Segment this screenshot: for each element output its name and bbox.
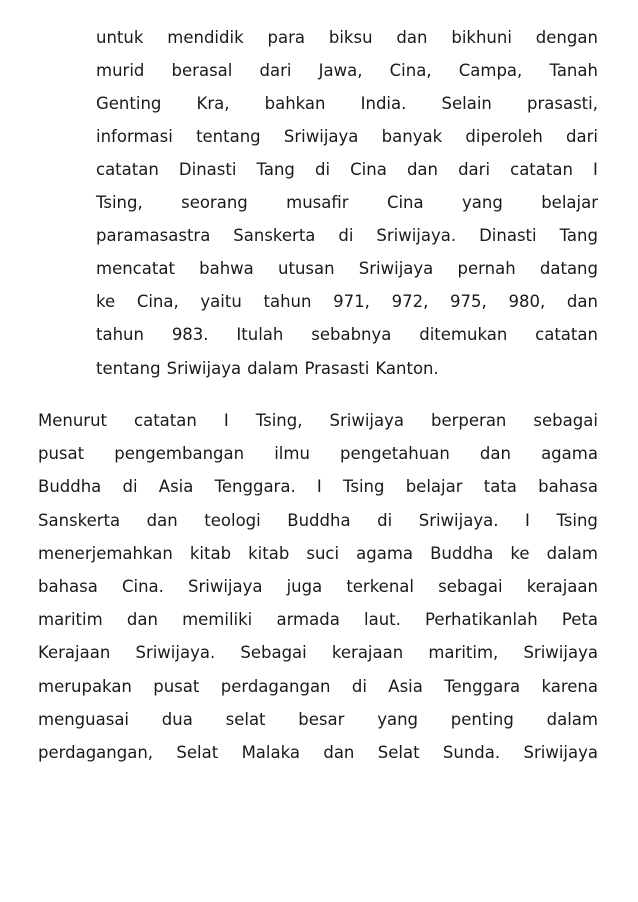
word: Sriwijaya. bbox=[135, 643, 216, 662]
word: Menurut bbox=[38, 411, 108, 430]
word: Jawa, bbox=[318, 61, 363, 80]
word: utusan bbox=[278, 259, 335, 278]
word: catatan bbox=[96, 160, 159, 179]
word: bikhuni bbox=[451, 28, 512, 47]
word: Sriwijaya bbox=[166, 359, 242, 378]
word: ditemukan bbox=[419, 325, 508, 344]
word: maritim, bbox=[428, 643, 499, 662]
word: sebagai bbox=[533, 411, 598, 430]
word: Tenggara. bbox=[214, 477, 296, 496]
word: dan bbox=[566, 292, 598, 311]
word: I bbox=[316, 477, 322, 496]
word: Sriwijaya bbox=[523, 643, 598, 662]
word: murid bbox=[96, 61, 145, 80]
word: Sriwijaya bbox=[187, 577, 263, 596]
word: datang bbox=[539, 259, 598, 278]
word: perdagangan, bbox=[38, 743, 154, 762]
word: dari bbox=[259, 61, 292, 80]
word: Buddha bbox=[287, 511, 351, 530]
word: Asia bbox=[388, 677, 423, 696]
word: catatan bbox=[134, 411, 197, 430]
word: pengetahuan bbox=[340, 444, 450, 463]
word: Kanton. bbox=[375, 359, 439, 378]
word: belajar bbox=[405, 477, 463, 496]
word: 975, bbox=[450, 292, 487, 311]
word: tentang bbox=[196, 127, 261, 146]
word: I bbox=[223, 411, 229, 430]
word: banyak bbox=[381, 127, 443, 146]
word: catatan bbox=[510, 160, 573, 179]
word: laut. bbox=[364, 610, 401, 629]
word: suci bbox=[306, 544, 340, 563]
text-line bbox=[38, 410, 598, 432]
word: Sriwijaya bbox=[523, 743, 598, 762]
word: Cina, bbox=[389, 61, 432, 80]
word: 971, bbox=[333, 292, 370, 311]
word: ke bbox=[96, 292, 116, 311]
word: dan bbox=[146, 511, 178, 530]
text-line bbox=[96, 60, 598, 82]
word: Malaka bbox=[241, 743, 300, 762]
word: Buddha bbox=[38, 477, 102, 496]
word: musafir bbox=[286, 193, 349, 212]
word: di bbox=[377, 511, 393, 530]
text-line bbox=[96, 159, 598, 181]
word: menguasai bbox=[38, 710, 130, 729]
word: Tang bbox=[559, 226, 598, 245]
word: Selat bbox=[377, 743, 420, 762]
text-line bbox=[38, 609, 598, 631]
word: Sebagai bbox=[240, 643, 307, 662]
word: diperoleh bbox=[465, 127, 543, 146]
word: teologi bbox=[204, 511, 261, 530]
word: dalam bbox=[546, 710, 598, 729]
word: perdagangan bbox=[220, 677, 331, 696]
word: Tanah bbox=[549, 61, 598, 80]
word: yang bbox=[462, 193, 503, 212]
word: bahasa bbox=[38, 577, 98, 596]
text-line bbox=[96, 126, 598, 148]
word: ilmu bbox=[274, 444, 310, 463]
word: dan bbox=[396, 28, 428, 47]
word: Kerajaan bbox=[38, 643, 111, 662]
word: sebagai bbox=[438, 577, 503, 596]
word: bahwa bbox=[199, 259, 254, 278]
word: mencatat bbox=[96, 259, 175, 278]
word: Peta bbox=[561, 610, 598, 629]
text-line bbox=[38, 443, 598, 465]
word: juga bbox=[286, 577, 323, 596]
word: dari bbox=[566, 127, 598, 146]
word: ke bbox=[510, 544, 530, 563]
word: para bbox=[267, 28, 305, 47]
word: dalam bbox=[247, 359, 299, 378]
word: Tsing bbox=[556, 511, 598, 530]
word: bahkan bbox=[264, 94, 326, 113]
word: penting bbox=[450, 710, 514, 729]
word: biksu bbox=[328, 28, 373, 47]
word: maritim bbox=[38, 610, 103, 629]
text-line bbox=[38, 676, 598, 698]
word: Kra, bbox=[196, 94, 230, 113]
word: I bbox=[525, 511, 530, 530]
word: yang bbox=[377, 710, 418, 729]
word: tahun bbox=[263, 292, 312, 311]
word: berasal bbox=[171, 61, 233, 80]
word: pusat bbox=[38, 444, 85, 463]
word: mendidik bbox=[167, 28, 244, 47]
word: dan bbox=[323, 743, 355, 762]
word: Tsing, bbox=[96, 193, 143, 212]
word: Tsing, bbox=[255, 411, 303, 430]
text-line bbox=[38, 510, 598, 532]
text-line bbox=[96, 358, 598, 380]
word: Sanskerta bbox=[233, 226, 316, 245]
word: dan bbox=[479, 444, 511, 463]
word: Sriwijaya bbox=[329, 411, 404, 430]
word: sebabnya bbox=[311, 325, 392, 344]
word: Sriwijaya. bbox=[418, 511, 499, 530]
word: kitab bbox=[189, 544, 232, 563]
word: kerajaan bbox=[526, 577, 598, 596]
word: di bbox=[122, 477, 138, 496]
word: Cina. bbox=[121, 577, 164, 596]
text-line bbox=[38, 642, 598, 664]
word: karena bbox=[541, 677, 598, 696]
word: Asia bbox=[158, 477, 194, 496]
text-line bbox=[96, 291, 598, 313]
word: Sriwijaya bbox=[358, 259, 434, 278]
word: kitab bbox=[248, 544, 290, 563]
word: agama bbox=[541, 444, 598, 463]
text-line bbox=[38, 742, 598, 764]
word: Cina bbox=[386, 193, 424, 212]
word: Selat bbox=[176, 743, 219, 762]
word: Sanskerta bbox=[38, 511, 121, 530]
word: Tang bbox=[256, 160, 295, 179]
word: pernah bbox=[457, 259, 516, 278]
word: seorang bbox=[181, 193, 248, 212]
word: tentang bbox=[96, 359, 161, 378]
word: untuk bbox=[96, 28, 144, 47]
word: catatan bbox=[535, 325, 598, 344]
text-line bbox=[96, 192, 598, 214]
text-line bbox=[96, 258, 598, 280]
word: Tsing bbox=[343, 477, 385, 496]
word: di bbox=[351, 677, 367, 696]
word: berperan bbox=[431, 411, 507, 430]
word: 983. bbox=[171, 325, 209, 344]
word: India. bbox=[360, 94, 407, 113]
word: Tenggara bbox=[444, 677, 521, 696]
word: di bbox=[315, 160, 331, 179]
word: terkenal bbox=[346, 577, 414, 596]
word: Sunda. bbox=[442, 743, 501, 762]
word: 972, bbox=[391, 292, 429, 311]
word: dalam bbox=[546, 544, 598, 563]
word: tahun bbox=[96, 325, 144, 344]
word: paramasastra bbox=[96, 226, 211, 245]
word: memiliki bbox=[182, 610, 253, 629]
word: Selain bbox=[441, 94, 492, 113]
word: tata bbox=[483, 477, 517, 496]
word: prasasti, bbox=[527, 94, 598, 113]
word: pusat bbox=[153, 677, 200, 696]
word: Cina, bbox=[136, 292, 179, 311]
word: bahasa bbox=[538, 477, 598, 496]
word: pengembangan bbox=[114, 444, 245, 463]
word: menerjemahkan bbox=[38, 544, 173, 563]
word: dari bbox=[458, 160, 491, 179]
word: Dinasti bbox=[479, 226, 537, 245]
word: dan bbox=[126, 610, 158, 629]
word: informasi bbox=[96, 127, 173, 146]
word: dan bbox=[406, 160, 438, 179]
text-line bbox=[96, 324, 598, 346]
word: Sriwijaya bbox=[283, 127, 359, 146]
word: dua bbox=[161, 710, 193, 729]
word: di bbox=[338, 226, 354, 245]
text-line bbox=[38, 476, 598, 498]
word: I bbox=[593, 160, 598, 179]
word: Campa, bbox=[458, 61, 523, 80]
word: Genting bbox=[96, 94, 162, 113]
text-line bbox=[38, 709, 598, 731]
word: Dinasti bbox=[178, 160, 237, 179]
word: Itulah bbox=[236, 325, 284, 344]
word: 980, bbox=[508, 292, 546, 311]
text-line bbox=[96, 225, 598, 247]
word: belajar bbox=[541, 193, 598, 212]
word: kerajaan bbox=[331, 643, 404, 662]
text-line bbox=[96, 93, 598, 115]
word: Perhatikanlah bbox=[425, 610, 538, 629]
word: merupakan bbox=[38, 677, 132, 696]
word: agama bbox=[356, 544, 414, 563]
text-line bbox=[96, 27, 598, 49]
word: Sriwijaya. bbox=[376, 226, 457, 245]
word: Prasasti bbox=[304, 359, 370, 378]
word: besar bbox=[298, 710, 345, 729]
text-line bbox=[38, 543, 598, 565]
word: Buddha bbox=[430, 544, 494, 563]
word: armada bbox=[276, 610, 340, 629]
word: selat bbox=[225, 710, 266, 729]
word: Cina bbox=[350, 160, 387, 179]
word: yaitu bbox=[200, 292, 242, 311]
word: dengan bbox=[535, 28, 598, 47]
text-line bbox=[38, 576, 598, 598]
